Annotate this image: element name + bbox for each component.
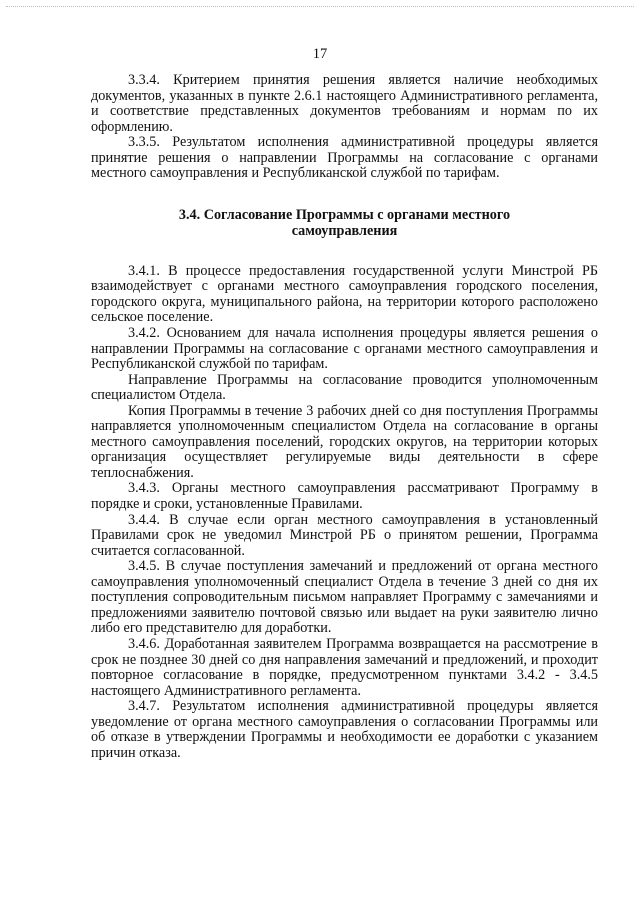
paragraph-3-4-6: 3.4.6. Доработанная заявителем Программа возвращается на рассмотрение в срок не позднее 30 дней со дня направления замечаний и предложений, и проходит повторное согласование в порядке, предусмотренном пунктами 3.4.2 - 3.4.5 настоящего Административного регламента. <box>91 635 598 699</box>
section-heading-3-4: 3.4. Согласование Программы с органами местного самоуправления <box>178 206 511 239</box>
paragraph-3-4-7: 3.4.7. Результатом исполнения административной процедуры является уведомление от органа местного самоуправления о согласовании Программы или об отказе в утверждении Программы и необходимости ее доработки с указанием причин отказа. <box>91 698 598 761</box>
paragraph-program-direction: Направление Программы на согласование проводится уполномоченным специалистом Отдела. <box>91 371 598 404</box>
paragraph-3-4-2: 3.4.2. Основанием для начала исполнения процедуры является решения о направлении Программы на согласование с органами местного самоуправления и Республиканской службой по тарифам. <box>91 325 598 373</box>
paragraph-3-3-4: 3.3.4. Критерием принятия решения является наличие необходимых документов, указанных в пункте 2.6.1 настоящего Административного регламента, и соответствие представленных документов требованиям и нормам по их оформлению. <box>91 72 598 135</box>
paragraph-3-4-4: 3.4.4. В случае если орган местного самоуправления в установленный Правилами срок не уведомил Минстрой РБ о принятом решении, Программа считается согласованной. <box>91 511 598 559</box>
document-body <box>91 73 598 761</box>
page-number: 17 <box>312 46 328 62</box>
paragraph-program-copy: Копия Программы в течение 3 рабочих дней со дня поступления Программы направляется уполномоченным специалистом Отдела на согласование в органы местного самоуправления поселений, городских округов, на территории которых организация осуществляет регулируемые виды деятельности в сфере теплоснабжения. <box>91 402 598 481</box>
paragraph-3-4-1: 3.4.1. В процессе предоставления государственной услуги Минстрой РБ взаимодействует с органами местного самоуправления городского поселения, городского округа, муниципального района, на территории которого расположено сельское поселение. <box>91 262 598 326</box>
paragraph-3-4-3: 3.4.3. Органы местного самоуправления рассматривают Программу в порядке и сроки, установленные Правилами. <box>91 480 598 513</box>
paragraph-3-3-5: 3.3.5. Результатом исполнения административной процедуры является принятие решения о направлении Программы на согласование с органами местного самоуправления и Республиканской службой по тарифам. <box>91 134 598 182</box>
scan-edge-line <box>6 6 634 7</box>
paragraph-3-4-5: 3.4.5. В случае поступления замечаний и предложений от органа местного самоуправления уполномоченный специалист Отдела в течение 3 дней со дня их поступления сопроводительным письмом направляет Программу с замечаниями и предложениями заявителю почтовой связью или выдает на руки заявителю лично либо его представителю для доработки. <box>91 558 598 637</box>
